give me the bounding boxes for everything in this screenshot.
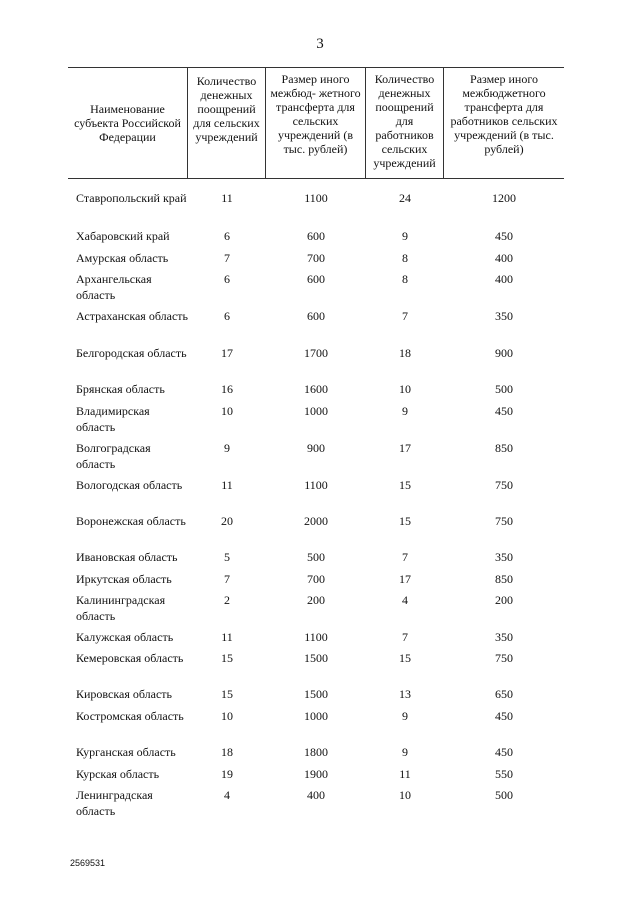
transfer-institutions-value: 1100 (304, 191, 328, 205)
region-name: Ставропольский край (76, 191, 187, 205)
region-name: Курганская область (76, 745, 176, 759)
table-row (68, 271, 564, 303)
header-region: Наименование субъекта Российской Федерации (68, 68, 188, 178)
region-name: Калининградская область (76, 593, 166, 623)
rewards-workers-value: 10 (399, 382, 411, 396)
transfer-institutions-value: 200 (307, 593, 325, 607)
document-id: 2569531 (70, 858, 106, 868)
region-name: Брянская область (76, 382, 165, 396)
region-name: Ленинградская область (76, 788, 153, 818)
transfer-institutions-value: 1900 (304, 767, 328, 781)
table-row (68, 766, 564, 782)
region-name: Ивановская область (76, 550, 178, 564)
transfer-workers-value: 350 (495, 309, 513, 323)
rewards-institutions-value: 19 (221, 767, 233, 781)
region-name: Вологодская область (76, 478, 183, 492)
transfer-workers-value: 500 (495, 382, 513, 396)
transfer-institutions-value: 1500 (304, 687, 328, 701)
table-row (68, 592, 564, 624)
transfer-workers-value: 450 (495, 229, 513, 243)
rewards-workers-value: 8 (402, 251, 408, 265)
rewards-institutions-value: 10 (221, 404, 233, 418)
rewards-workers-value: 9 (402, 404, 408, 418)
header-rewards-institutions: Количество денежных поощрений для сельских учреждений (188, 68, 266, 178)
table-row (68, 308, 564, 324)
transfer-workers-value: 350 (495, 550, 513, 564)
region-name: Амурская область (76, 251, 169, 265)
rewards-institutions-value: 17 (221, 346, 233, 360)
transfer-workers-value: 550 (495, 767, 513, 781)
region-name: Волгоградская область (76, 441, 151, 471)
rewards-workers-value: 18 (399, 346, 411, 360)
transfer-table (68, 67, 564, 818)
transfer-institutions-value: 1000 (304, 709, 328, 723)
rewards-institutions-value: 6 (224, 272, 230, 286)
transfer-workers-value: 750 (495, 651, 513, 665)
rewards-workers-value: 7 (402, 630, 408, 644)
table-row (68, 571, 564, 587)
rewards-institutions-value: 6 (224, 309, 230, 323)
rewards-workers-value: 15 (399, 478, 411, 492)
rewards-institutions-value: 11 (221, 191, 233, 205)
transfer-workers-value: 400 (495, 272, 513, 286)
region-name: Костромская область (76, 709, 184, 723)
transfer-institutions-value: 1000 (304, 404, 328, 418)
header-transfer-institutions: Размер иного межбюд- жетного трансферта для сельских учреждений (в тыс. рублей) (266, 68, 366, 178)
rewards-institutions-value: 16 (221, 382, 233, 396)
region-name: Белгородская область (76, 346, 187, 360)
transfer-workers-value: 850 (495, 441, 513, 455)
table-row (68, 686, 564, 702)
transfer-institutions-value: 900 (307, 441, 325, 455)
transfer-institutions-value: 2000 (304, 514, 328, 528)
region-name: Калужская область (76, 630, 174, 644)
rewards-institutions-value: 6 (224, 229, 230, 243)
transfer-institutions-value: 1100 (304, 630, 328, 644)
region-name: Архангельская область (76, 272, 152, 302)
table-row (68, 549, 564, 565)
rewards-workers-value: 15 (399, 651, 411, 665)
transfer-institutions-value: 1700 (304, 346, 328, 360)
rewards-institutions-value: 10 (221, 709, 233, 723)
rewards-institutions-value: 4 (224, 788, 230, 802)
table-row (68, 190, 564, 206)
table-row (68, 787, 564, 819)
rewards-workers-value: 17 (399, 572, 411, 586)
region-name: Кемеровская область (76, 651, 184, 665)
transfer-institutions-value: 1100 (304, 478, 328, 492)
table-row (68, 403, 564, 435)
table-row (68, 477, 564, 493)
region-name: Владимирская область (76, 404, 150, 434)
transfer-workers-value: 400 (495, 251, 513, 265)
rewards-workers-value: 9 (402, 229, 408, 243)
table-row (68, 381, 564, 397)
table-row (68, 250, 564, 266)
rewards-workers-value: 17 (399, 441, 411, 455)
rewards-institutions-value: 7 (224, 572, 230, 586)
rewards-workers-value: 15 (399, 514, 411, 528)
table-row (68, 440, 564, 472)
rewards-workers-value: 11 (399, 767, 411, 781)
transfer-institutions-value: 700 (307, 251, 325, 265)
rewards-institutions-value: 7 (224, 251, 230, 265)
rewards-institutions-value: 15 (221, 687, 233, 701)
region-name: Воронежская область (76, 514, 186, 528)
table-row (68, 708, 564, 724)
table-row (68, 744, 564, 760)
transfer-institutions-value: 700 (307, 572, 325, 586)
transfer-institutions-value: 600 (307, 229, 325, 243)
region-name: Иркутская область (76, 572, 172, 586)
header-rewards-workers: Количество денежных поощрений для работников сельских учреждений (366, 68, 444, 178)
rewards-workers-value: 9 (402, 745, 408, 759)
transfer-workers-value: 650 (495, 687, 513, 701)
transfer-workers-value: 750 (495, 478, 513, 492)
rewards-institutions-value: 11 (221, 478, 233, 492)
transfer-workers-value: 200 (495, 593, 513, 607)
transfer-institutions-value: 600 (307, 272, 325, 286)
page-number: 3 (316, 36, 324, 52)
transfer-workers-value: 500 (495, 788, 513, 802)
header-transfer-workers: Размер иного межбюджетного трансферта для работников сельских учреждений (в тыс. рублей) (450, 72, 558, 156)
rewards-institutions-value: 18 (221, 745, 233, 759)
rewards-institutions-value: 5 (224, 550, 230, 564)
rewards-institutions-value: 15 (221, 651, 233, 665)
table-row (68, 513, 564, 529)
table-header (68, 68, 564, 179)
transfer-workers-value: 350 (495, 630, 513, 644)
transfer-institutions-value: 1500 (304, 651, 328, 665)
rewards-workers-value: 7 (402, 309, 408, 323)
rewards-workers-value: 10 (399, 788, 411, 802)
table-row (68, 228, 564, 244)
transfer-workers-value: 1200 (492, 191, 516, 205)
rewards-workers-value: 7 (402, 550, 408, 564)
rewards-workers-value: 13 (399, 687, 411, 701)
rewards-institutions-value: 20 (221, 514, 233, 528)
table-row (68, 345, 564, 361)
transfer-institutions-value: 1800 (304, 745, 328, 759)
transfer-workers-value: 850 (495, 572, 513, 586)
rewards-workers-value: 4 (402, 593, 408, 607)
transfer-institutions-value: 1600 (304, 382, 328, 396)
table-row (68, 650, 564, 666)
transfer-workers-value: 900 (495, 346, 513, 360)
transfer-workers-value: 750 (495, 514, 513, 528)
rewards-institutions-value: 11 (221, 630, 233, 644)
region-name: Кировская область (76, 687, 173, 701)
rewards-workers-value: 9 (402, 709, 408, 723)
region-name: Хабаровский край (76, 229, 170, 243)
transfer-institutions-value: 500 (307, 550, 325, 564)
transfer-institutions-value: 600 (307, 309, 325, 323)
transfer-workers-value: 450 (495, 745, 513, 759)
transfer-workers-value: 450 (495, 709, 513, 723)
rewards-workers-value: 24 (399, 191, 411, 205)
region-name: Курская область (76, 767, 160, 781)
region-name: Астраханская область (76, 309, 188, 323)
rewards-institutions-value: 2 (224, 593, 230, 607)
table-row (68, 629, 564, 645)
transfer-workers-value: 450 (495, 404, 513, 418)
rewards-institutions-value: 9 (224, 441, 230, 455)
transfer-institutions-value: 400 (307, 788, 325, 802)
rewards-workers-value: 8 (402, 272, 408, 286)
